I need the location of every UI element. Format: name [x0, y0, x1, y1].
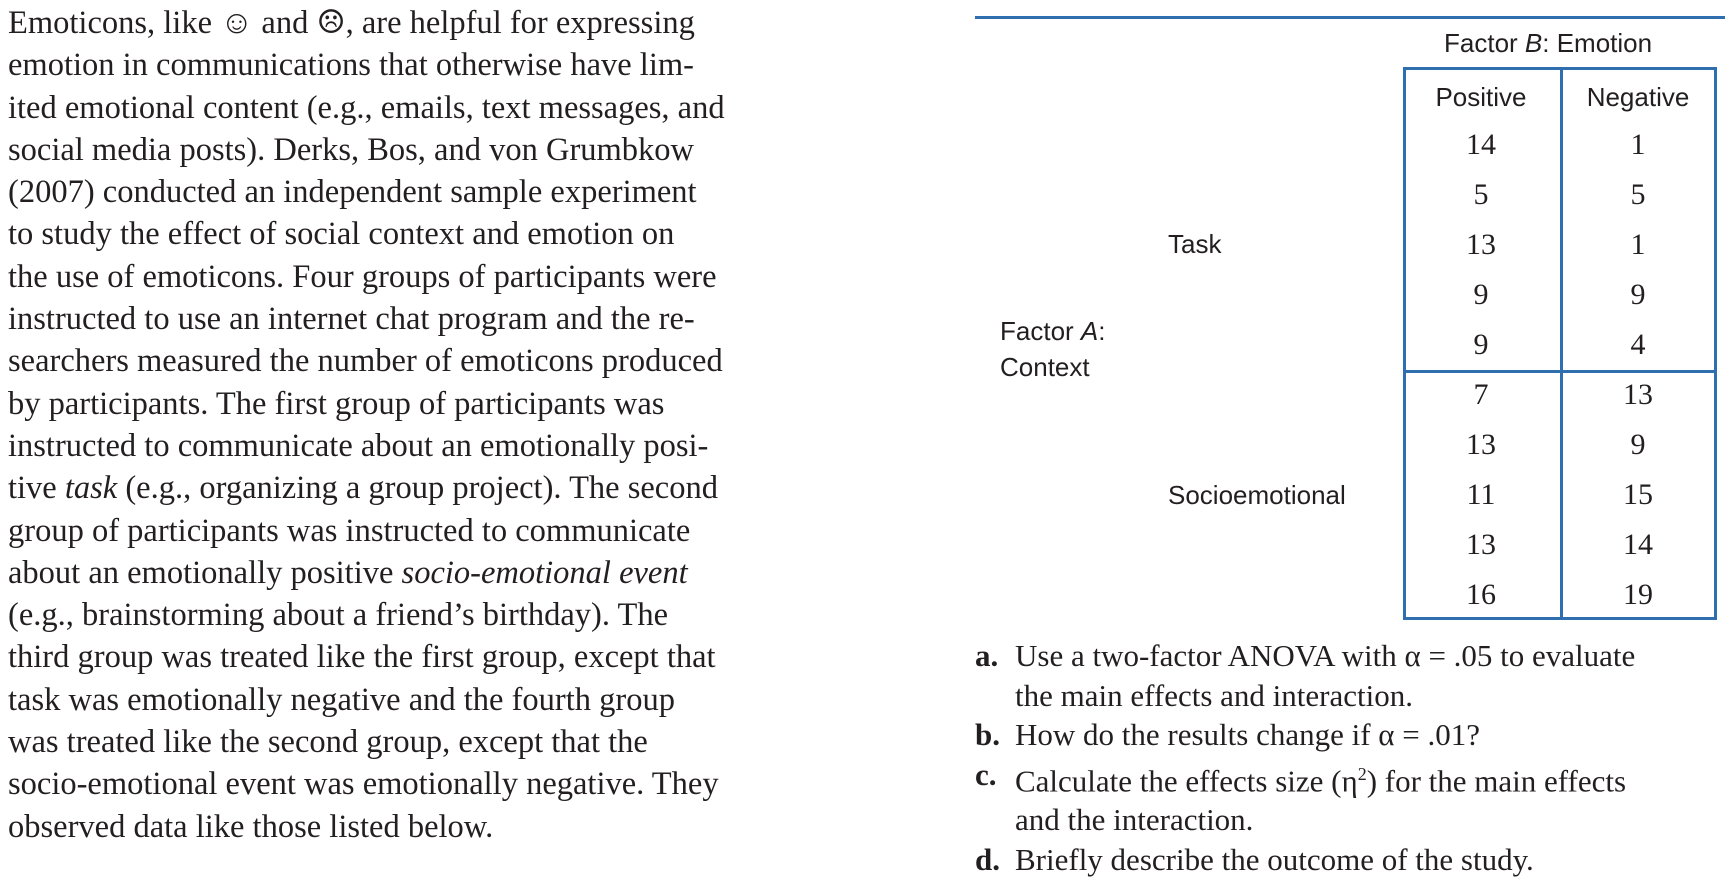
row-divider — [1403, 370, 1717, 373]
passage-line: group of participants was instructed to communicate — [8, 512, 691, 549]
passage-italic-term: task — [64, 470, 118, 507]
question-text: Use a two-factor ANOVA with α = .05 to evaluate — [1015, 638, 1636, 673]
question-text — [1015, 755, 1725, 801]
passage-line: socio-emotional event was emotionally negative. They — [8, 766, 719, 803]
passage-line: to study the effect of social context and emotion on — [8, 216, 675, 253]
passage-line: task was emotionally negative and the fourth group — [8, 681, 675, 718]
cell-task-positive: 9 — [1473, 328, 1489, 361]
row-label-task: Task — [1168, 229, 1222, 259]
question-text: and the interaction. — [1015, 802, 1254, 838]
cell-task-negative: 5 — [1630, 178, 1646, 211]
question-letter: a. — [975, 638, 999, 673]
row-label-socioemotional: Socioemotional — [1168, 480, 1346, 510]
passage-text: about an emotionally positive — [8, 554, 402, 591]
question-text: Briefly describe the outcome of the study. — [1015, 841, 1534, 877]
passage-line: by participants. The first group of participants was — [8, 385, 665, 422]
passage-line: emotion in communications that otherwise have lim- — [8, 47, 694, 84]
cell-socioemotional-negative: 19 — [1623, 578, 1653, 611]
passage-line: Emoticons, like ☺ and ☹, are helpful for expressing — [8, 5, 695, 41]
factor-a-context: Context — [1000, 352, 1090, 382]
cell-socioemotional-positive: 13 — [1466, 428, 1496, 461]
column-header-positive: Positive — [1435, 82, 1527, 112]
cell-task-positive: 13 — [1466, 228, 1496, 261]
cell-socioemotional-positive: 13 — [1466, 528, 1496, 561]
problem-passage — [8, 2, 828, 848]
cell-task-negative: 1 — [1630, 228, 1646, 261]
factor-b-label — [1444, 28, 1652, 59]
factor-b-letter: B — [1524, 28, 1543, 58]
cell-task-negative: 1 — [1630, 128, 1646, 161]
factor-a-prefix: Factor — [1000, 316, 1081, 346]
factor-a-letter: A — [1080, 316, 1099, 346]
passage-line — [8, 552, 828, 594]
passage-italic-term: socio-emotional event — [401, 554, 688, 591]
passage-line: instructed to use an internet chat program and the re- — [8, 301, 695, 338]
cell-task-positive: 14 — [1466, 128, 1496, 161]
superscript: 2 — [1357, 763, 1367, 784]
cell-task-positive: 5 — [1473, 178, 1489, 211]
cell-task-negative: 4 — [1630, 328, 1646, 361]
cell-socioemotional-negative: 15 — [1623, 478, 1653, 511]
question-letter: c. — [975, 756, 997, 792]
question-list — [975, 636, 1725, 879]
cell-socioemotional-negative: 9 — [1630, 428, 1646, 461]
cell-socioemotional-negative: 14 — [1623, 528, 1653, 561]
question-text-part: Calculate the effects size (η — [1015, 762, 1358, 798]
passage-line: third group was treated like the first group, except that — [8, 639, 716, 676]
question-a — [975, 636, 1725, 715]
question-text-part: ) for the main effects — [1366, 762, 1627, 798]
passage-text: tive — [8, 470, 65, 507]
passage-line: (2007) conducted an independent sample experiment — [8, 174, 697, 211]
cell-socioemotional-positive: 7 — [1473, 378, 1489, 411]
passage-line — [8, 467, 828, 509]
passage-line: ited emotional content (e.g., emails, text messages, and — [8, 89, 725, 126]
factor-b-suffix: : Emotion — [1542, 28, 1653, 58]
factor-b-prefix: Factor — [1444, 28, 1525, 58]
cell-socioemotional-negative: 13 — [1623, 378, 1653, 411]
cell-socioemotional-positive: 11 — [1466, 478, 1496, 511]
passage-line: observed data like those listed below. — [8, 808, 494, 845]
column-header-negative: Negative — [1586, 82, 1690, 112]
question-d — [975, 840, 1725, 880]
factor-a-suffix: : — [1098, 316, 1106, 346]
question-text: How do the results change if α = .01? — [1015, 717, 1481, 752]
factor-a-label — [1000, 313, 1106, 385]
passage-line: social media posts). Derks, Bos, and von Grumbkow — [8, 131, 695, 168]
question-letter: d. — [975, 841, 1000, 877]
cell-task-negative: 9 — [1630, 278, 1646, 311]
table-top-rule — [975, 16, 1725, 19]
passage-line: (e.g., brainstorming about a friend’s birthday). The — [8, 597, 669, 634]
passage-line: the use of emoticons. Four groups of participants were — [8, 258, 717, 295]
question-c — [975, 755, 1725, 840]
cell-socioemotional-positive: 16 — [1466, 578, 1496, 611]
question-letter: b. — [975, 717, 1000, 752]
question-b — [975, 715, 1725, 755]
passage-line: searchers measured the number of emoticons produced — [8, 343, 723, 380]
question-text: the main effects and interaction. — [1015, 677, 1413, 713]
passage-line: instructed to communicate about an emotionally posi- — [8, 427, 709, 464]
cell-task-positive: 9 — [1473, 278, 1489, 311]
passage-line: was treated like the second group, except that the — [8, 724, 648, 761]
passage-text: (e.g., organizing a group project). The second — [117, 470, 718, 507]
data-table — [1403, 67, 1717, 620]
